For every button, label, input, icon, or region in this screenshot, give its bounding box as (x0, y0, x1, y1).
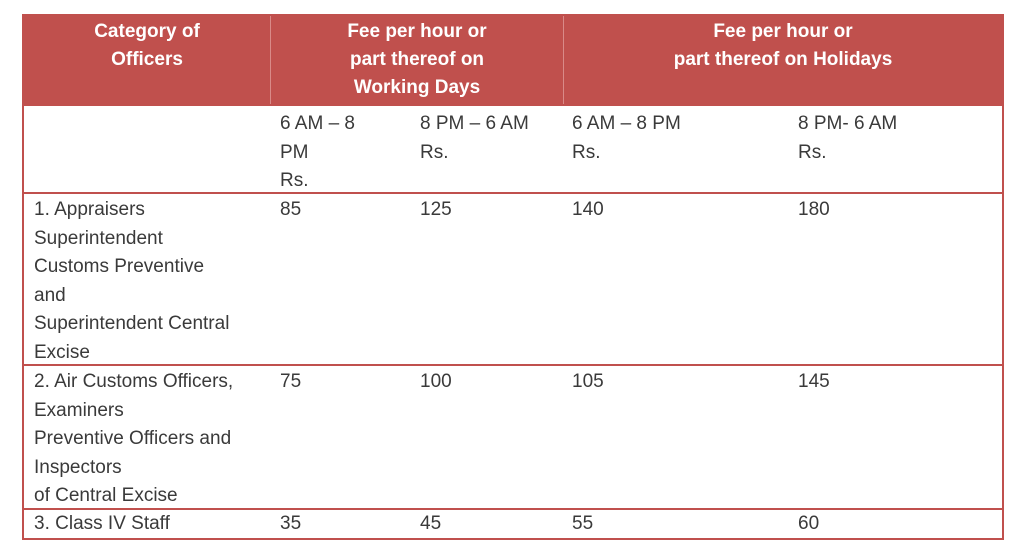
subheader-wd-day: 6 AM – 8 PM Rs. (280, 113, 355, 192)
table-row (24, 508, 1002, 538)
row-wd-night: 125 (420, 199, 452, 220)
row-hol-night: 60 (798, 513, 820, 534)
table-row (24, 364, 1002, 509)
row-wd-night: 45 (420, 513, 442, 534)
row-wd-night: 100 (420, 371, 452, 392)
row-category: 3. Class IV Staff (34, 513, 170, 534)
row-wd-day: 85 (280, 199, 302, 220)
row-category: 1. Appraisers Superintendent Customs Preventive and Superintendent Central Excise (34, 199, 230, 363)
row-hol-night: 180 (798, 199, 830, 220)
table-row (24, 192, 1002, 364)
subheader-hol-day: 6 AM – 8 PM Rs. (572, 113, 681, 163)
subheader-wd-night: 8 PM – 6 AM Rs. (420, 113, 529, 163)
table-header (24, 16, 1002, 104)
fee-table (22, 14, 1004, 540)
row-hol-day: 105 (572, 371, 604, 392)
row-wd-day: 75 (280, 371, 302, 392)
subheader-row (24, 104, 1002, 194)
row-wd-day: 35 (280, 513, 302, 534)
header-working-days: Fee per hour or part thereof on Working Days (347, 21, 487, 98)
header-category: Category of Officers (94, 21, 200, 70)
row-hol-night: 145 (798, 371, 830, 392)
row-hol-day: 55 (572, 513, 594, 534)
row-hol-day: 140 (572, 199, 604, 220)
subheader-hol-night: 8 PM- 6 AM Rs. (798, 113, 898, 163)
row-category: 2. Air Customs Officers, Examiners Preventive Officers and Inspectors of Central Excise (34, 371, 234, 507)
header-holidays: Fee per hour or part thereof on Holidays (673, 21, 893, 70)
